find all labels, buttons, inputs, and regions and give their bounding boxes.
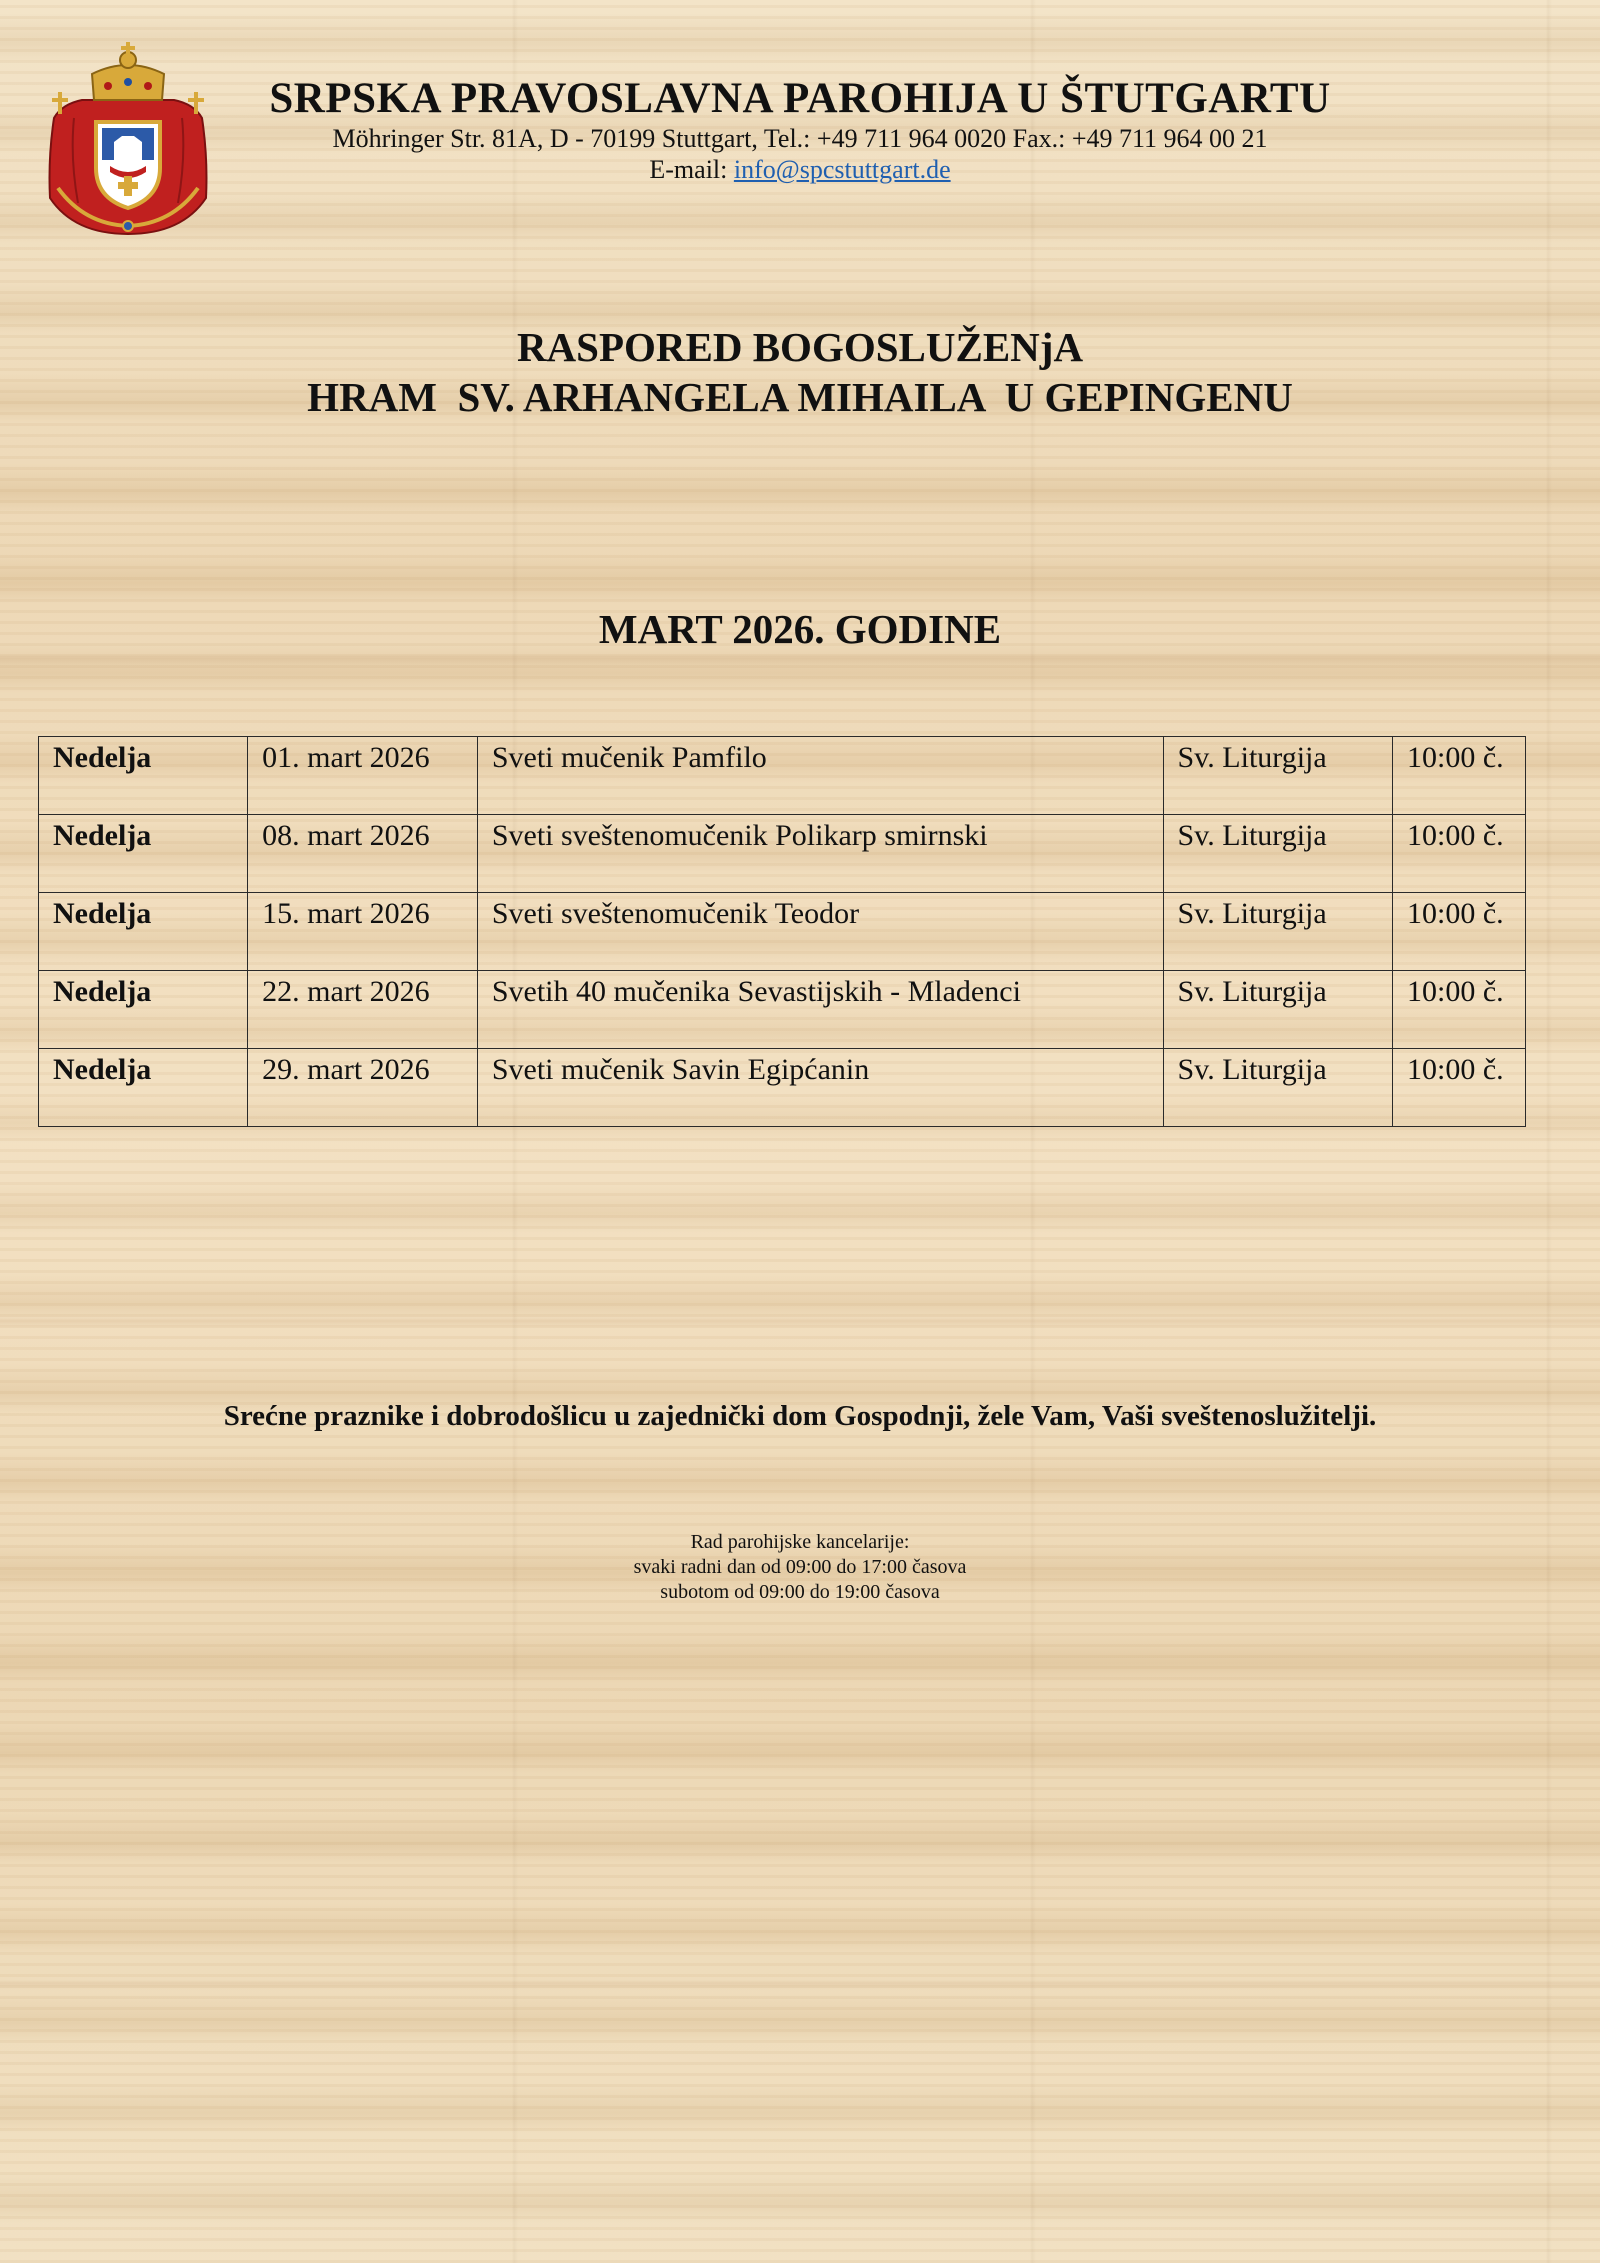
office-hours-title: Rad parohijske kancelarije: [690,1531,910,1553]
service-cell: Sv. Liturgija [1163,971,1392,1049]
saint-cell: Sveti sveštenomučenik Polikarp smirnski [477,815,1163,893]
service-cell: Sv. Liturgija [1163,815,1392,893]
office-hours [0,1530,1600,1605]
office-hours-weekdays: svaki radni dan od 09:00 do 17:00 časova [633,1556,967,1578]
schedule-title-line-2: HRAM SV. ARHANGELA MIHAILA U GEPINGENU [307,374,1293,420]
email-link[interactable]: info@spcstuttgart.de [733,155,951,184]
email-label: E-mail: [649,155,734,184]
day-cell: Nedelja [39,893,248,971]
date-cell: 29. mart 2026 [248,1049,478,1127]
email-line [230,155,1370,185]
office-hours-saturday: subotom od 09:00 do 19:00 časova [660,1581,940,1603]
date-cell: 15. mart 2026 [248,893,478,971]
day-cell: Nedelja [39,737,248,815]
saint-cell: Svetih 40 mučenika Sevastijskih - Mladenci [477,971,1163,1049]
parish-name: SRPSKA PRAVOSLAVNA PAROHIJA U ŠTUTGARTU [269,75,1331,122]
day-cell: Nedelja [39,815,248,893]
schedule-title-line-1: RASPORED BOGOSLUŽENjA [516,324,1084,370]
day-cell: Nedelja [39,971,248,1049]
date-cell: 22. mart 2026 [248,971,478,1049]
month-title: MART 2026. GODINE [598,606,1002,652]
service-cell: Sv. Liturgija [1163,893,1392,971]
greeting-text: Srećne praznike i dobrodošlicu u zajednički dom Gospodnji, žele Vam, Vaši sveštenoslužitelji. [223,1400,1377,1432]
date-cell: 08. mart 2026 [248,815,478,893]
table-row [39,1049,1526,1127]
service-cell: Sv. Liturgija [1163,737,1392,815]
schedule-title [0,322,1600,422]
coat-of-arms-icon [44,38,212,238]
day-cell: Nedelja [39,1049,248,1127]
saint-cell: Sveti mučenik Savin Egipćanin [477,1049,1163,1127]
table-row [39,971,1526,1049]
table-row [39,815,1526,893]
time-cell: 10:00 č. [1393,893,1526,971]
saint-cell: Sveti mučenik Pamfilo [477,737,1163,815]
time-cell: 10:00 č. [1393,1049,1526,1127]
saint-cell: Sveti sveštenomučenik Teodor [477,893,1163,971]
table-row [39,893,1526,971]
schedule-table [38,736,1526,1127]
date-cell: 01. mart 2026 [248,737,478,815]
service-cell: Sv. Liturgija [1163,1049,1392,1127]
table-row [39,737,1526,815]
time-cell: 10:00 č. [1393,737,1526,815]
time-cell: 10:00 č. [1393,971,1526,1049]
time-cell: 10:00 č. [1393,815,1526,893]
parish-address: Möhringer Str. 81A, D - 70199 Stuttgart, Tel.: +49 711 964 0020 Fax.: +49 711 964 00 21 [332,124,1268,153]
